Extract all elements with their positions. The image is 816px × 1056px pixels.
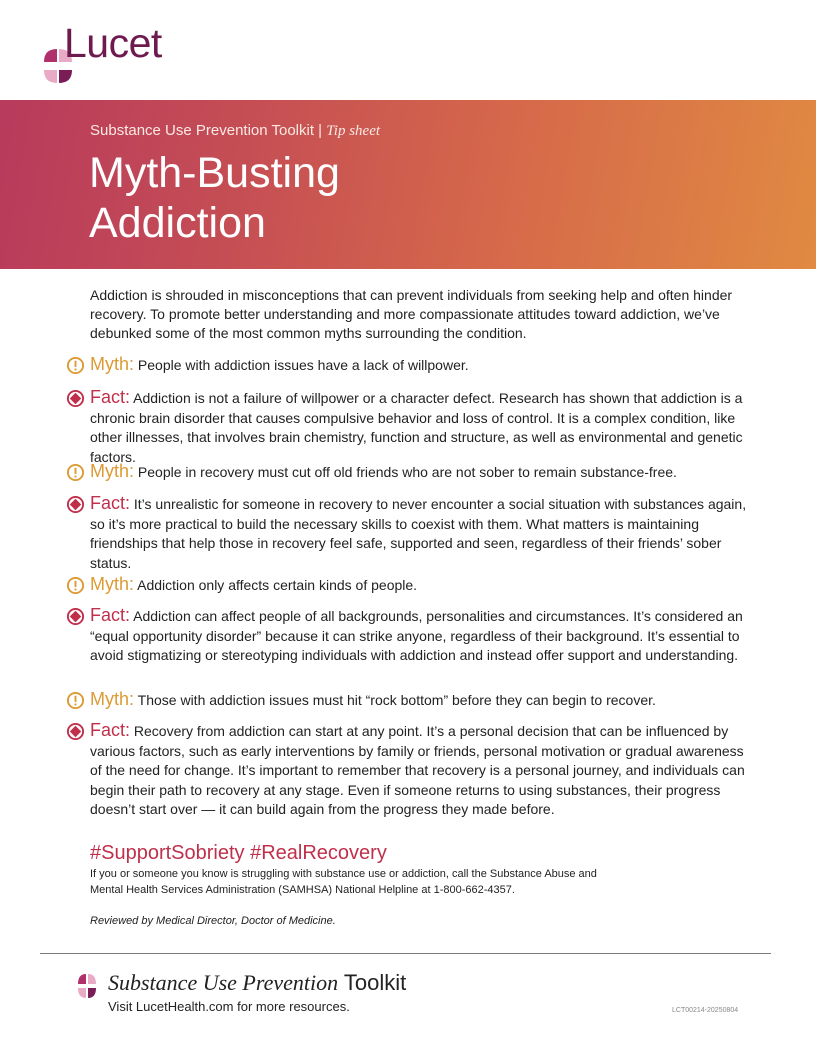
- logo-wordmark: Lucet: [64, 20, 162, 66]
- fact-text: Addiction is not a failure of willpower or a character defect. Research has shown that addiction is a chronic brain disorder that causes compulsive behavior and loss of control. It is a complex condition, like other illnesses, that involves brain chemistry, function and structure, as well as environmental and genetic factors.: [90, 390, 743, 465]
- title-line-2: Addiction: [89, 199, 266, 247]
- check-compass-icon: [66, 389, 85, 408]
- exclamation-circle-icon: [66, 463, 85, 482]
- intro-paragraph: Addiction is shrouded in misconceptions that can prevent individuals from seeking help and often hinder recovery. To promote better understanding and more compassionate attitudes toward addiction, we’ve debunked some of the most common myths surrounding the condition.: [90, 287, 733, 341]
- myth-4: [66, 690, 756, 711]
- toolkit-name: Substance Use Prevention Toolkit |: [90, 122, 323, 139]
- fact-3: [66, 606, 756, 666]
- myth-label: Myth:: [90, 574, 135, 594]
- footer-title-rest: Toolkit: [343, 970, 407, 995]
- myth-statement: People in recovery must cut off old friends who are not sober to remain substance-free.: [137, 464, 677, 480]
- myth-statement: Those with addiction issues must hit “rock bottom” before they can begin to recover.: [137, 692, 656, 708]
- reviewed-by: Reviewed by Medical Director, Doctor of Medicine.: [90, 915, 336, 927]
- fact-label: Fact:: [90, 493, 131, 513]
- exclamation-circle-icon: [66, 576, 85, 595]
- fact-label: Fact:: [90, 720, 131, 740]
- check-compass-icon: [66, 722, 85, 741]
- myth-label: Myth:: [90, 689, 135, 709]
- banner-kicker: [90, 122, 380, 140]
- check-compass-icon: [66, 607, 85, 626]
- footer-toolkit-title: [108, 970, 406, 996]
- myth-label: Myth:: [90, 461, 135, 481]
- check-compass-icon: [66, 495, 85, 514]
- fact-text: Recovery from addiction can start at any point. It’s a personal decision that can be influenced by various factors, such as early interventions by family or friends, personal motivation or gradual awareness of the need for change. It’s important to remember that recovery is a personal journey, and individuals can begin their path to recovery at any stage. Even if someone returns to using substances, their progress doesn’t start over — it can build again from the progress they made before.: [90, 723, 745, 817]
- doc-type: Tip sheet: [326, 123, 381, 139]
- footer-resources-link: Visit LucetHealth.com for more resources.: [108, 999, 350, 1014]
- document-code: LCT00214-20250804: [672, 1007, 739, 1014]
- myth-statement: People with addiction issues have a lack of willpower.: [137, 357, 469, 373]
- myth-1: [66, 355, 756, 376]
- lucet-logo: [40, 22, 240, 84]
- helpline-note: If you or someone you know is struggling with substance use or addiction, call the Substance Abuse and Mental Health Services Administration (SAMHSA) National Helpline at 1-800-662-4357.: [90, 868, 597, 896]
- fact-1: [66, 388, 756, 467]
- hashtags: #SupportSobriety #RealRecovery: [90, 842, 387, 864]
- fact-text: Addiction can affect people of all backgrounds, personalities and circumstances. It’s considered an “equal opportunity disorder” because it can strike anyone, regardless of their background. It’s essential to avoid stigmatizing or stereotyping individuals with addiction and instead offer support and understanding.: [90, 608, 743, 663]
- myth-statement: Addiction only affects certain kinds of people.: [137, 577, 418, 593]
- fact-label: Fact:: [90, 387, 131, 407]
- fact-text: It’s unrealistic for someone in recovery to never encounter a social situation with substances again, so it’s more practical to build the necessary skills to coexist with them. What matters is maintaining friendships that help those in recovery feel safe, supported and seen, regardless of their friends’ sober status.: [90, 496, 747, 571]
- footer-title-italic: Substance Use Prevention: [108, 970, 339, 995]
- fact-label: Fact:: [90, 605, 131, 625]
- fact-2: [66, 494, 756, 573]
- exclamation-circle-icon: [66, 691, 85, 710]
- lucet-mark-icon: [76, 972, 98, 1014]
- title-line-1: Myth-Busting: [89, 149, 340, 197]
- myth-2: [66, 462, 756, 483]
- title-banner: [0, 100, 816, 269]
- page-title: [89, 148, 340, 248]
- fact-4: [66, 721, 756, 820]
- myth-3: [66, 575, 756, 596]
- exclamation-circle-icon: [66, 356, 85, 375]
- footer-divider: [40, 953, 771, 954]
- myth-label: Myth:: [90, 354, 135, 374]
